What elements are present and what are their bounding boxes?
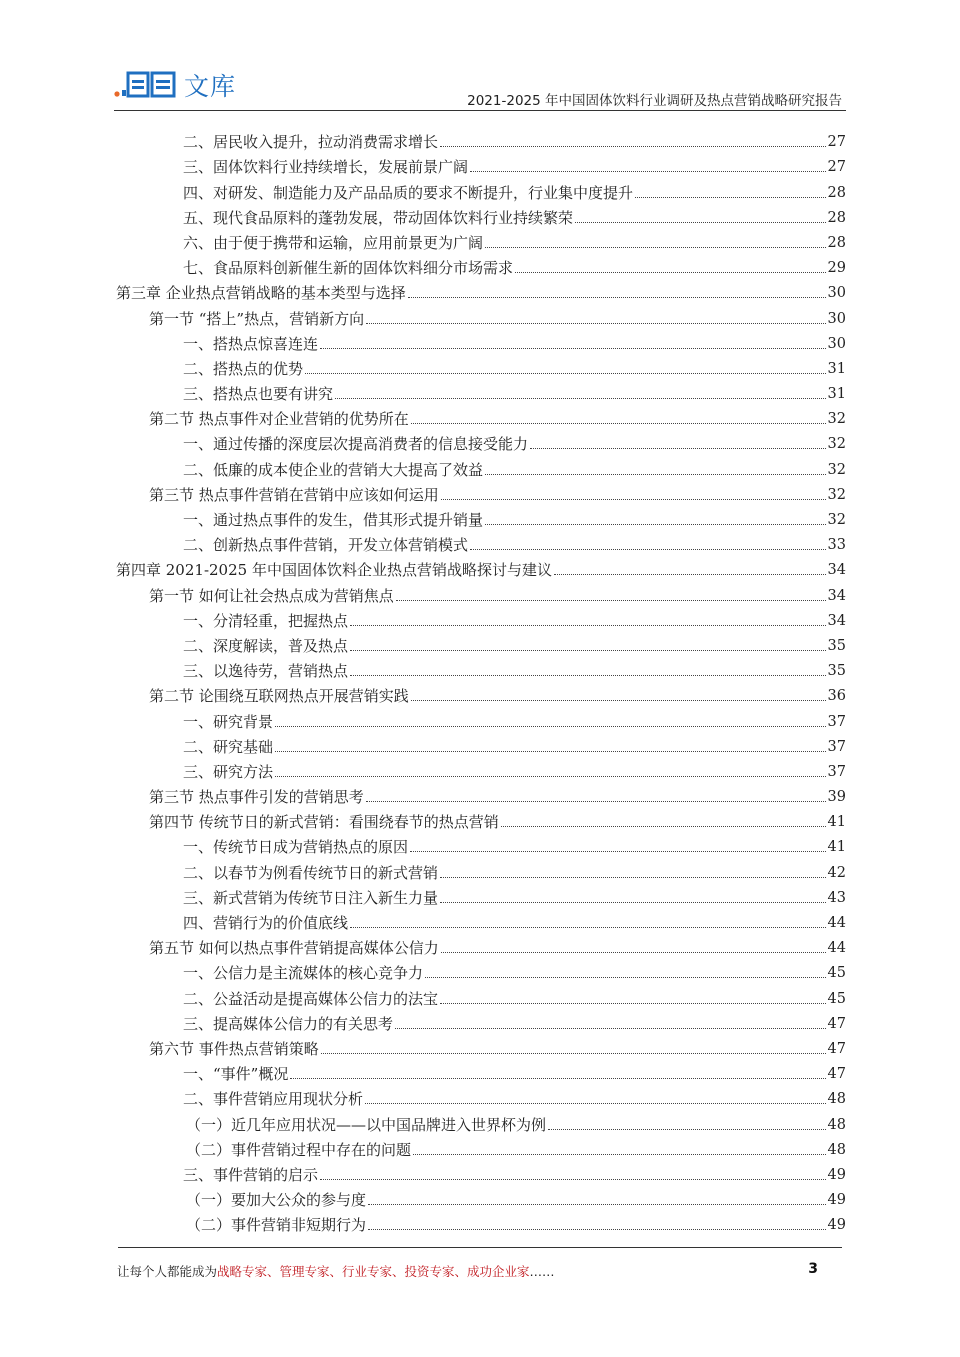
toc-entry-label: 一、分清轻重，把握热点	[183, 611, 349, 630]
toc-entry[interactable]	[116, 453, 846, 478]
toc-entry-page: 28	[827, 234, 846, 251]
toc-entry-label: 三、固体饮料行业持续增长，发展前景广阔	[183, 158, 469, 177]
toc-dot-leader	[554, 574, 826, 575]
toc-entry[interactable]	[116, 554, 846, 579]
toc-dot-leader	[366, 801, 826, 802]
toc-entry[interactable]	[116, 756, 846, 781]
toc-entry-page: 27	[827, 134, 846, 151]
logo-mark-icon	[114, 70, 178, 100]
slogan-prefix: 让每个人都能成为	[117, 1264, 218, 1279]
toc-entry[interactable]	[116, 504, 846, 529]
toc-dot-leader	[441, 952, 826, 953]
toc-dot-leader	[440, 902, 826, 903]
toc-entry-label: 三、新式营销为传统节日注入新生力量	[183, 888, 439, 907]
toc-entry-page: 35	[827, 637, 846, 654]
toc-dot-leader	[365, 1103, 826, 1104]
toc-entry-page: 27	[827, 159, 846, 176]
toc-entry-label: 三、以逸待劳，营销热点	[183, 662, 349, 681]
toc-entry-label: 二、居民收入提升，拉动消费需求增长	[183, 133, 439, 152]
toc-entry-label: 四、对研发、制造能力及产品品质的要求不断提升，行业集中度提升	[183, 183, 634, 202]
toc-entry-label: 第三章 企业热点营销战略的基本类型与选择	[116, 284, 406, 303]
toc-entry-label: 一、通过热点事件的发生，借其形式提升销量	[183, 511, 484, 529]
toc-entry-page: 32	[827, 512, 846, 528]
toc-dot-leader	[485, 247, 826, 248]
toc-entry-label: 第二节 论围绕互联网热点开展营销实践	[149, 687, 409, 706]
toc-entry-page: 48	[827, 1141, 846, 1158]
toc-entry-label: 三、提高媒体公信力的有关思考	[183, 1014, 394, 1033]
toc-entry-label: 第三节 热点事件营销在营销中应该如何运用	[149, 485, 439, 504]
toc-entry[interactable]	[116, 252, 846, 277]
toc-dot-leader	[440, 877, 826, 878]
toc-entry[interactable]	[116, 630, 846, 655]
logo	[114, 68, 236, 102]
toc-entry[interactable]	[116, 1134, 846, 1159]
toc-dot-leader	[425, 977, 826, 978]
toc-entry-label: 第四章 2021-2025 年中国固体饮料企业热点营销战略探讨与建议	[116, 561, 552, 580]
toc-entry-page: 49	[827, 1166, 846, 1183]
toc-entry[interactable]	[116, 907, 846, 932]
toc-entry[interactable]	[116, 806, 846, 831]
toc-dot-leader	[470, 549, 826, 550]
toc-entry-label: 一、“事件”概况	[183, 1065, 289, 1084]
toc-entry[interactable]	[116, 1083, 846, 1108]
toc-entry[interactable]	[116, 957, 846, 982]
toc-entry[interactable]	[116, 277, 846, 302]
toc-entry-page: 30	[827, 285, 846, 302]
toc-entry-page: 39	[827, 789, 846, 806]
toc-entry-label: 七、食品原料创新催生新的固体饮料细分市场需求	[183, 259, 514, 278]
toc-entry-page: 32	[827, 436, 846, 453]
toc-entry-label: 二、研究基础	[183, 737, 274, 756]
toc-entry[interactable]	[116, 705, 846, 730]
toc-entry[interactable]	[116, 605, 846, 630]
toc-entry-label: （一）近几年应用状况——以中国品牌进入世界杯为例	[186, 1115, 547, 1134]
toc-dot-leader	[530, 448, 826, 449]
toc-entry-page: 28	[827, 209, 846, 226]
toc-dot-leader	[350, 625, 826, 626]
toc-entry-page: 34	[827, 587, 846, 604]
toc-entry-page: 37	[827, 713, 846, 730]
toc-dot-leader	[575, 222, 826, 223]
toc-dot-leader	[350, 927, 826, 928]
toc-entry-label: 一、通过传播的深度层次提高消费者的信息接受能力	[183, 435, 529, 454]
toc-entry-label: 一、公信力是主流媒体的核心竞争力	[183, 964, 424, 983]
toc-entry[interactable]	[116, 1108, 846, 1133]
toc-dot-leader	[275, 776, 826, 777]
toc-entry-page: 47	[827, 1066, 846, 1083]
toc-entry-label: 第六节 事件热点营销策略	[149, 1039, 319, 1058]
toc-entry-label: 一、研究背景	[183, 712, 274, 731]
toc-entry-page: 30	[827, 310, 846, 327]
toc-entry[interactable]	[116, 529, 846, 554]
toc-entry-label: 六、由于便于携带和运输，应用前景更为广阔	[183, 233, 484, 252]
toc-entry-page: 47	[827, 1015, 846, 1032]
toc-entry[interactable]	[116, 1008, 846, 1033]
toc-dot-leader	[515, 272, 826, 273]
toc-dot-leader	[350, 650, 826, 651]
toc-entry-page: 43	[827, 889, 846, 906]
toc-entry[interactable]	[116, 579, 846, 604]
toc-dot-leader	[275, 751, 826, 752]
toc-entry-page: 45	[827, 965, 846, 982]
toc-entry-page: 34	[827, 612, 846, 629]
toc-entry[interactable]	[116, 781, 846, 806]
toc-dot-leader	[335, 398, 826, 399]
toc-entry[interactable]	[116, 403, 846, 428]
toc-entry-label: 二、深度解读，普及热点	[183, 636, 349, 655]
toc-entry-page: 37	[827, 738, 846, 755]
toc-entry-label: 二、搭热点的优势	[183, 359, 304, 378]
toc-entry-page: 32	[827, 411, 846, 428]
toc-dot-leader	[366, 323, 825, 324]
toc-entry[interactable]	[116, 831, 846, 856]
toc-entry[interactable]	[116, 479, 846, 504]
toc-entry-page: 37	[827, 763, 846, 780]
toc-dot-leader	[305, 373, 826, 374]
toc-entry[interactable]	[116, 1058, 846, 1083]
toc-entry[interactable]	[116, 1033, 846, 1058]
toc-entry[interactable]	[116, 932, 846, 957]
toc-entry-label: 第二节 热点事件对企业营销的优势所在	[149, 410, 409, 429]
footer-slogan	[117, 1262, 555, 1280]
toc-entry-label: 第五节 如何以热点事件营销提高媒体公信力	[149, 939, 439, 958]
table-of-contents	[116, 126, 846, 1234]
toc-entry-label: 第一节 “搭上”热点，营销新方向	[149, 309, 365, 328]
slogan-suffix: ……	[529, 1264, 555, 1279]
toc-entry-label: 三、搭热点也要有讲究	[183, 385, 334, 404]
toc-entry-label: 一、传统节日成为营销热点的原因	[183, 838, 409, 857]
toc-dot-leader	[350, 675, 826, 676]
toc-entry-page: 36	[827, 688, 846, 705]
toc-dot-leader	[411, 700, 826, 701]
toc-entry-page: 32	[827, 461, 846, 478]
toc-entry[interactable]	[116, 378, 846, 403]
toc-dot-leader	[441, 499, 826, 500]
toc-entry-page: 49	[827, 1192, 846, 1209]
toc-entry-label: 三、研究方法	[183, 762, 274, 781]
toc-entry[interactable]	[116, 151, 846, 176]
toc-dot-leader	[368, 1229, 826, 1230]
toc-entry-label: （二）事件营销过程中存在的问题	[186, 1140, 412, 1159]
toc-dot-leader	[440, 1003, 826, 1004]
toc-entry-page: 35	[827, 663, 846, 680]
toc-dot-leader	[396, 600, 826, 601]
toc-dot-leader	[408, 297, 826, 298]
toc-entry[interactable]	[116, 856, 846, 881]
toc-dot-leader	[548, 1129, 826, 1130]
toc-dot-leader	[470, 171, 826, 172]
toc-entry[interactable]	[116, 126, 846, 151]
toc-dot-leader	[485, 524, 826, 525]
toc-entry-page: 44	[827, 940, 846, 957]
toc-entry[interactable]	[116, 882, 846, 907]
toc-dot-leader	[275, 726, 826, 727]
toc-entry-label: 一、搭热点惊喜连连	[183, 334, 319, 353]
toc-dot-leader	[290, 1078, 825, 1079]
toc-entry-page: 30	[827, 335, 846, 352]
toc-dot-leader	[485, 474, 826, 475]
toc-entry[interactable]	[116, 982, 846, 1007]
toc-entry[interactable]	[116, 353, 846, 378]
toc-entry[interactable]	[116, 227, 846, 252]
toc-entry-label: 二、公益活动是提高媒体公信力的法宝	[183, 989, 439, 1008]
toc-entry-page: 31	[827, 386, 846, 403]
toc-entry[interactable]	[116, 1184, 846, 1209]
toc-entry-page: 31	[827, 360, 846, 377]
toc-entry[interactable]	[116, 202, 846, 227]
toc-entry[interactable]	[116, 328, 846, 353]
toc-dot-leader	[395, 1028, 826, 1029]
toc-entry[interactable]	[116, 1209, 846, 1234]
toc-entry-label: 二、事件营销应用现状分析	[183, 1090, 364, 1109]
toc-entry-page: 44	[827, 915, 846, 931]
toc-entry-page: 33	[827, 537, 846, 554]
toc-entry-page: 47	[827, 1040, 846, 1057]
toc-entry-label: 二、以春节为例看传统节日的新式营销	[183, 863, 439, 882]
toc-entry[interactable]	[116, 302, 846, 327]
toc-dot-leader	[321, 1053, 826, 1054]
toc-entry-label: （一）要加大公众的参与度	[186, 1191, 367, 1210]
document-title: 2021-2025 年中国固体饮料行业调研及热点营销战略研究报告	[467, 93, 842, 109]
toc-entry-page: 41	[827, 839, 846, 856]
toc-entry-label: 二、创新热点事件营销，开发立体营销模式	[183, 536, 469, 555]
toc-entry-page: 45	[827, 990, 846, 1007]
toc-entry-page: 48	[827, 1091, 846, 1108]
page-number: 3	[808, 1261, 818, 1277]
toc-entry[interactable]	[116, 655, 846, 680]
toc-entry-label: 二、低廉的成本使企业的营销大大提高了效益	[183, 460, 484, 479]
toc-entry-page: 41	[827, 814, 846, 831]
header-divider	[114, 110, 846, 111]
slogan-highlight: 战略专家、管理专家、行业专家、投资专家、成功企业家	[217, 1264, 530, 1279]
toc-entry-page: 49	[827, 1217, 846, 1234]
toc-entry-page: 48	[827, 1116, 846, 1133]
toc-entry[interactable]	[116, 428, 846, 453]
toc-entry-label: 第四节 传统节日的新式营销：看围绕春节的热点营销	[149, 813, 499, 832]
toc-entry-page: 32	[827, 486, 846, 503]
toc-entry-label: 第一节 如何让社会热点成为营销焦点	[149, 586, 394, 605]
toc-dot-leader	[413, 1154, 826, 1155]
toc-entry-label: （二）事件营销非短期行为	[186, 1216, 367, 1235]
logo-text: 文库	[184, 72, 237, 101]
toc-dot-leader	[411, 423, 826, 424]
toc-entry-page: 34	[827, 562, 846, 579]
toc-dot-leader	[501, 826, 826, 827]
toc-entry[interactable]	[116, 176, 846, 201]
toc-entry-page: 42	[827, 864, 846, 881]
toc-dot-leader	[635, 197, 826, 198]
toc-entry[interactable]	[116, 731, 846, 756]
toc-entry-label: 三、事件营销的启示	[183, 1165, 319, 1184]
toc-dot-leader	[410, 851, 826, 852]
toc-entry-label: 第三节 热点事件引发的营销思考	[149, 788, 364, 807]
toc-entry[interactable]	[116, 680, 846, 705]
toc-dot-leader	[368, 1204, 826, 1205]
toc-entry-label: 四、营销行为的价值底线	[183, 914, 349, 932]
toc-dot-leader	[320, 1179, 826, 1180]
toc-entry[interactable]	[116, 1159, 846, 1184]
footer-divider	[118, 1247, 842, 1248]
toc-entry-label: 五、现代食品原料的蓬勃发展，带动固体饮料行业持续繁荣	[183, 208, 574, 227]
toc-entry-page: 29	[827, 260, 846, 277]
toc-entry-page: 28	[827, 184, 846, 201]
toc-dot-leader	[320, 348, 826, 349]
toc-dot-leader	[440, 146, 826, 147]
